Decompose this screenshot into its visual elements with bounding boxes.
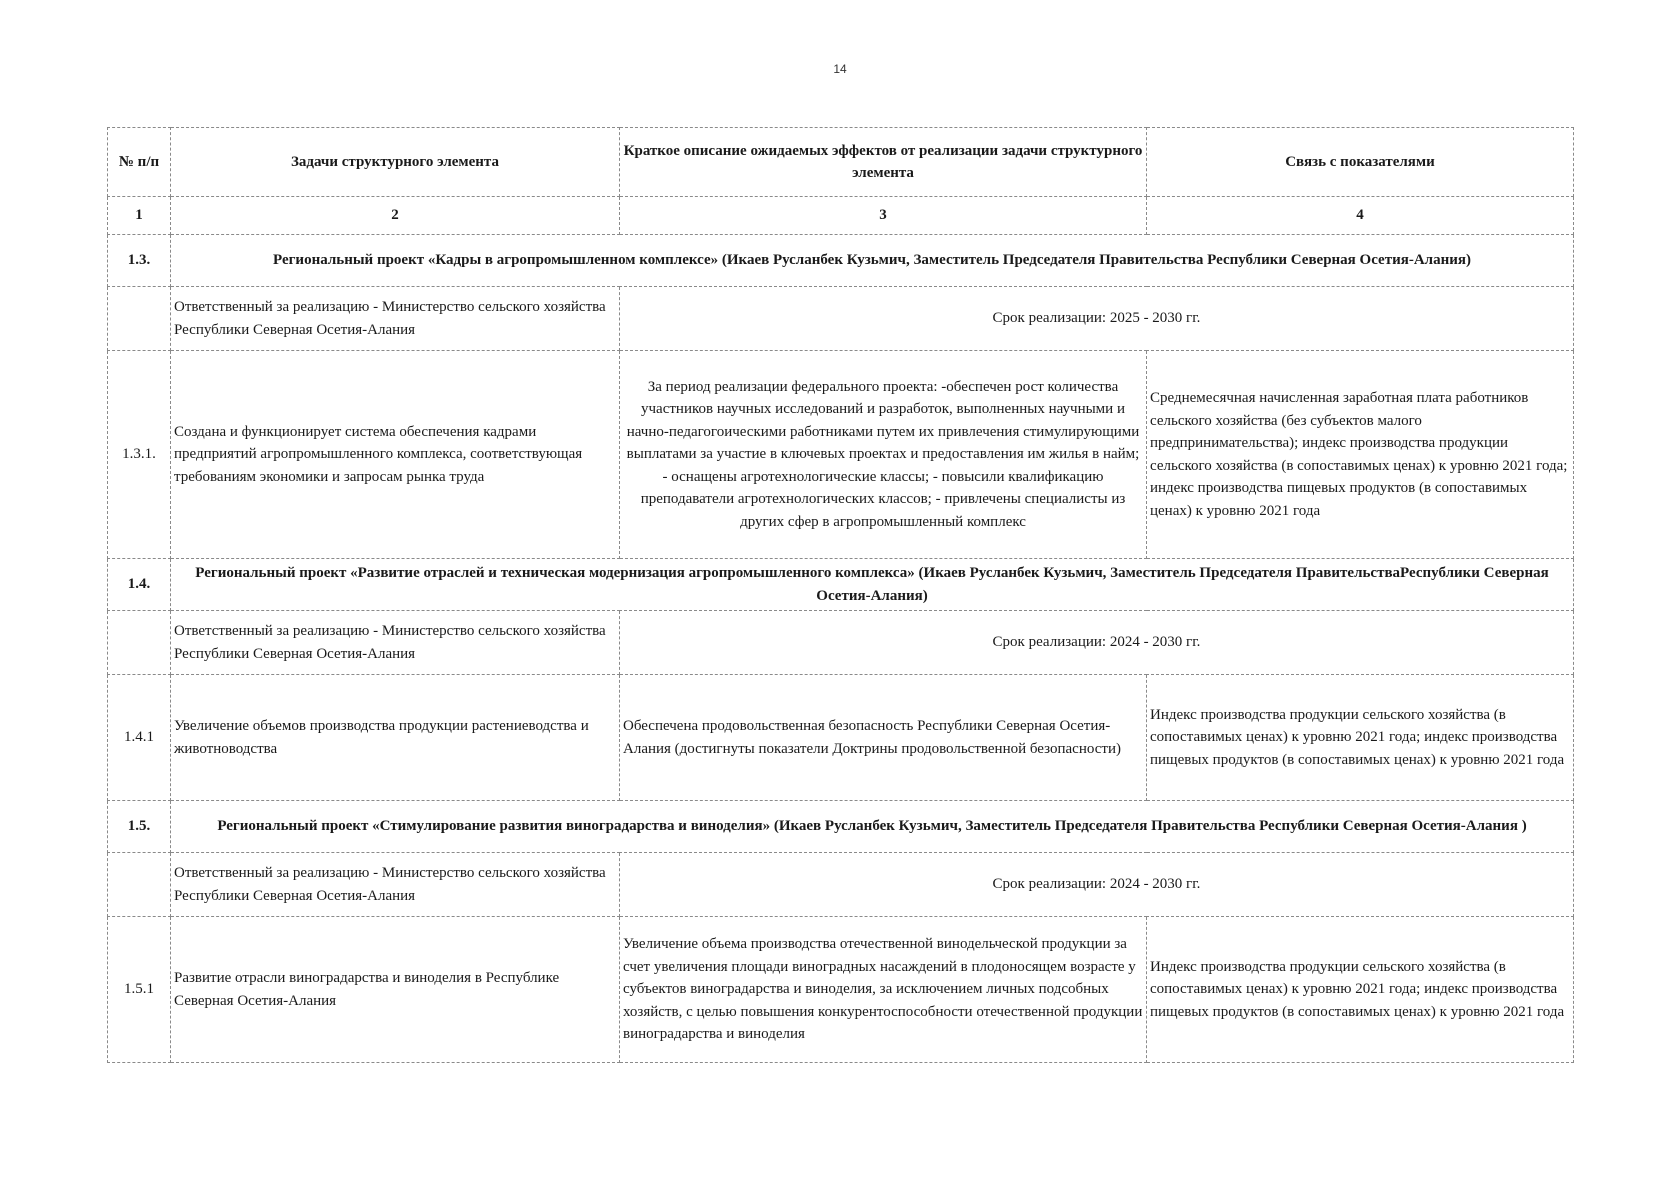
responsible-row [108, 611, 1574, 675]
task-effects: Увеличение объема производства отечественной винодельческой продукции за счет увеличения площади виноградных насаждений в плодоносящем возрасте у субъектов виноградарства и виноделия, за исключением личных подсобных хозяйств, с целью повышения конкурентоспособности отечественной продукции виноградарства и виноделия [620, 917, 1147, 1063]
column-number: 4 [1147, 197, 1574, 235]
header-effects: Краткое описание ожидаемых эффектов от реализации задачи структурного элемента [620, 128, 1147, 197]
term-text: Срок реализации: 2024 - 2030 гг. [620, 611, 1574, 675]
empty-cell [108, 287, 171, 351]
project-number: 1.3. [108, 235, 171, 287]
task-number: 1.5.1 [108, 917, 171, 1063]
project-row [108, 235, 1574, 287]
term-text: Срок реализации: 2024 - 2030 гг. [620, 853, 1574, 917]
project-title: Региональный проект «Развитие отраслей и техническая модернизация агропромышленного комплекса» (Икаев Русланбек Кузьмич, Заместитель Председателя ПравительстваРеспублики Северная Осетия-Алания) [171, 559, 1574, 611]
term-text: Срок реализации: 2025 - 2030 гг. [620, 287, 1574, 351]
empty-cell [108, 611, 171, 675]
task-indicators: Индекс производства продукции сельского хозяйства (в сопоставимых ценах) к уровню 2021 года; индекс производства пищевых продуктов (в сопоставимых ценах) к уровню 2021 года [1147, 917, 1574, 1063]
project-title: Региональный проект «Кадры в агропромышленном комплексе» (Икаев Русланбек Кузьмич, Заместитель Председателя Правительства Республики Северная Осетия-Алания) [171, 235, 1574, 287]
project-row [108, 559, 1574, 611]
column-numbers-row [108, 197, 1574, 235]
task-description: Создана и функционирует система обеспечения кадрами предприятий агропромышленного комплекса, соответствующая требованиям экономики и запросам рынка труда [171, 351, 620, 559]
task-row [108, 917, 1574, 1063]
project-number: 1.5. [108, 801, 171, 853]
table-header-row [108, 128, 1574, 197]
task-effects: За период реализации федерального проекта: -обеспечен рост количества участников научных исследований и разработок, выполненных научными и начно-педагогоическими работниками путем их привлечения стимулирующими выплатами за участие в ключевых проектах и предоставления им жилья в найм; - оснащены агротехнологические классы; - повысили квалификацию преподаватели агротехнологических классов; - привлечены специалисты из других сфер в агропромышленный комплекс [620, 351, 1147, 559]
responsible-row [108, 853, 1574, 917]
column-number: 2 [171, 197, 620, 235]
responsible-row [108, 287, 1574, 351]
task-number: 1.4.1 [108, 675, 171, 801]
column-number: 3 [620, 197, 1147, 235]
project-number: 1.4. [108, 559, 171, 611]
task-indicators: Среднемесячная начисленная заработная плата работников сельского хозяйства (без субъектов малого предпринимательства); индекс производства продукции сельского хозяйства (в сопоставимых ценах) к уровню 2021 года; индекс производства пищевых продуктов (в сопоставимых ценах) к уровню 2021 года [1147, 351, 1574, 559]
task-indicators: Индекс производства продукции сельского хозяйства (в сопоставимых ценах) к уровню 2021 года; индекс производства пищевых продуктов (в сопоставимых ценах) к уровню 2021 года [1147, 675, 1574, 801]
header-indicators: Связь с показателями [1147, 128, 1574, 197]
task-row [108, 351, 1574, 559]
project-row [108, 801, 1574, 853]
responsible-text: Ответственный за реализацию - Министерство сельского хозяйства Республики Северная Осетия-Алания [171, 611, 620, 675]
responsible-text: Ответственный за реализацию - Министерство сельского хозяйства Республики Северная Осетия-Алания [171, 287, 620, 351]
tasks-table [107, 127, 1574, 1063]
task-effects: Обеспечена продовольственная безопасность Республики Северная Осетия-Алания (достигнуты показатели Доктрины продовольственной безопасности) [620, 675, 1147, 801]
project-title: Региональный проект «Стимулирование развития виноградарства и виноделия» (Икаев Русланбек Кузьмич, Заместитель Председателя Правительства Республики Северная Осетия-Алания ) [171, 801, 1574, 853]
task-row [108, 675, 1574, 801]
header-tasks: Задачи структурного элемента [171, 128, 620, 197]
task-number: 1.3.1. [108, 351, 171, 559]
responsible-text: Ответственный за реализацию - Министерство сельского хозяйства Республики Северная Осетия-Алания [171, 853, 620, 917]
column-number: 1 [108, 197, 171, 235]
empty-cell [108, 853, 171, 917]
task-description: Увеличение объемов производства продукции растениеводства и животноводства [171, 675, 620, 801]
header-number: № п/п [108, 128, 171, 197]
page-number: 14 [833, 62, 847, 76]
task-description: Развитие отрасли виноградарства и виноделия в Республике Северная Осетия-Алания [171, 917, 620, 1063]
